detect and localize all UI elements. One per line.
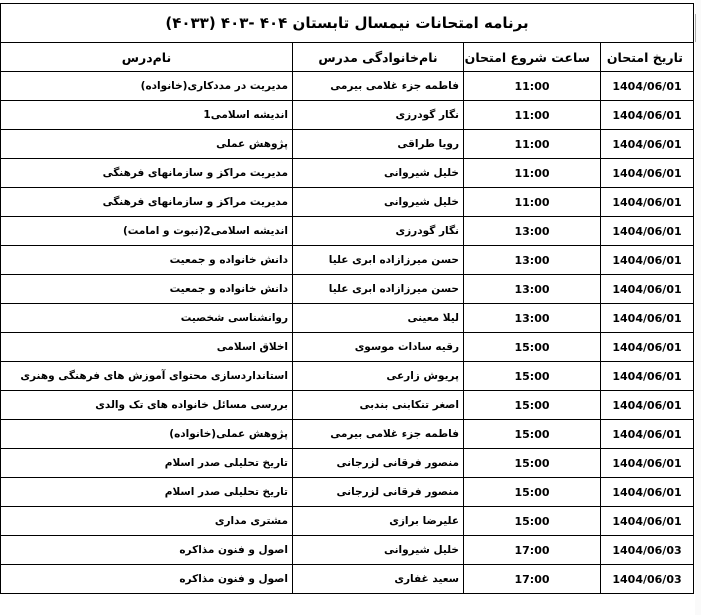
cell-time: 15:00 — [464, 333, 601, 362]
table-row — [0, 565, 693, 594]
exam-schedule-table — [0, 3, 694, 594]
table-row — [0, 507, 693, 536]
cell-time: 13:00 — [464, 217, 601, 246]
cell-date: 1404/06/01 — [601, 391, 694, 420]
table-row — [0, 130, 693, 159]
cell-date: 1404/06/01 — [601, 72, 694, 101]
table-row — [0, 159, 693, 188]
cell-course: اصول و فنون مذاکره — [0, 536, 292, 565]
cell-date: 1404/06/01 — [601, 362, 694, 391]
cell-course: مدیریت مراکز و سازمانهای فرهنگی — [0, 159, 292, 188]
edge-divider — [695, 14, 696, 42]
cell-time: 11:00 — [464, 72, 601, 101]
cell-course: پژوهش عملی(خانواده) — [0, 420, 292, 449]
cell-teacher: لیلا معینی — [293, 304, 464, 333]
cell-time: 15:00 — [464, 449, 601, 478]
cell-date: 1404/06/01 — [601, 333, 694, 362]
cell-teacher: نگار گودرزی — [293, 101, 464, 130]
table-row — [0, 362, 693, 391]
table-row — [0, 420, 693, 449]
cell-course: اصول و فنون مذاکره — [0, 565, 292, 594]
cell-date: 1404/06/01 — [601, 101, 694, 130]
cell-time: 15:00 — [464, 362, 601, 391]
cell-teacher: رویا طراقی — [293, 130, 464, 159]
cell-course: تاریخ تحلیلی صدر اسلام — [0, 449, 292, 478]
cell-course: اخلاق اسلامی — [0, 333, 292, 362]
cell-course: دانش خانواده و جمعیت — [0, 246, 292, 275]
table-row — [0, 72, 693, 101]
cell-date: 1404/06/01 — [601, 159, 694, 188]
table-row — [0, 246, 693, 275]
cell-teacher: نگار گودرزی — [293, 217, 464, 246]
cell-course: مدیریت مراکز و سازمانهای فرهنگی — [0, 188, 292, 217]
cell-time: 15:00 — [464, 420, 601, 449]
table-row — [0, 391, 693, 420]
table-row — [0, 478, 693, 507]
cell-time: 15:00 — [464, 478, 601, 507]
column-header-teacher: نام‌خانوادگی مدرس — [293, 43, 464, 72]
table-row — [0, 449, 693, 478]
cell-time: 11:00 — [464, 130, 601, 159]
cell-date: 1404/06/01 — [601, 246, 694, 275]
cell-course: تاریخ تحلیلی صدر اسلام — [0, 478, 292, 507]
cell-date: 1404/06/03 — [601, 565, 694, 594]
table-row — [0, 536, 693, 565]
page-title: برنامه امتحانات نیمسال تابستان ۴۰۴ -۴۰۳ (۴۰۳۳) — [0, 4, 693, 43]
cell-teacher: فاطمه جزء غلامی بیرمی — [293, 72, 464, 101]
table-row — [0, 101, 693, 130]
cell-date: 1404/06/01 — [601, 275, 694, 304]
cell-course: دانش خانواده و جمعیت — [0, 275, 292, 304]
cell-date: 1404/06/01 — [601, 420, 694, 449]
cell-time: 11:00 — [464, 101, 601, 130]
cell-course: اندیشه اسلامی2(نبوت و امامت) — [0, 217, 292, 246]
cell-date: 1404/06/01 — [601, 449, 694, 478]
cell-teacher: فاطمه جزء غلامی بیرمی — [293, 420, 464, 449]
cell-time: 15:00 — [464, 507, 601, 536]
window-edge — [695, 0, 701, 615]
cell-teacher: حسن میرزازاده ابری علیا — [293, 246, 464, 275]
cell-time: 13:00 — [464, 246, 601, 275]
column-header-time: ساعت شروع امتحان — [464, 43, 601, 72]
table-row — [0, 217, 693, 246]
cell-date: 1404/06/01 — [601, 188, 694, 217]
cell-time: 11:00 — [464, 188, 601, 217]
cell-course: پژوهش عملی — [0, 130, 292, 159]
table-row — [0, 304, 693, 333]
cell-teacher: منصور فرقانی لزرجانی — [293, 478, 464, 507]
cell-time: 17:00 — [464, 565, 601, 594]
column-header-course: نام‌درس — [0, 43, 292, 72]
cell-time: 13:00 — [464, 275, 601, 304]
cell-time: 15:00 — [464, 391, 601, 420]
cell-course: روانشناسی شخصیت — [0, 304, 292, 333]
cell-course: بررسی مسائل خانواده های تک والدی — [0, 391, 292, 420]
cell-teacher: خلیل شیروانی — [293, 536, 464, 565]
cell-teacher: خلیل شیروانی — [293, 188, 464, 217]
cell-teacher: خلیل شیروانی — [293, 159, 464, 188]
cell-date: 1404/06/01 — [601, 478, 694, 507]
cell-time: 17:00 — [464, 536, 601, 565]
exam-schedule-sheet — [1, 3, 694, 594]
cell-time: 13:00 — [464, 304, 601, 333]
cell-date: 1404/06/01 — [601, 304, 694, 333]
header-row — [0, 43, 693, 72]
cell-teacher: سعید غفاری — [293, 565, 464, 594]
cell-date: 1404/06/03 — [601, 536, 694, 565]
column-header-date: تاریخ امتحان — [601, 43, 694, 72]
cell-date: 1404/06/01 — [601, 130, 694, 159]
cell-teacher: پریوش زارعی — [293, 362, 464, 391]
table-row — [0, 275, 693, 304]
cell-teacher: رقیه سادات موسوی — [293, 333, 464, 362]
cell-teacher: اصغر تنکابنی بندبی — [293, 391, 464, 420]
cell-course: استانداردسازی محتوای آموزش های فرهنگی وهنری — [0, 362, 292, 391]
cell-time: 11:00 — [464, 159, 601, 188]
cell-course: مدیریت در مددکاری(خانواده) — [0, 72, 292, 101]
title-row — [0, 4, 693, 43]
table-row — [0, 188, 693, 217]
table-body — [0, 72, 693, 594]
cell-course: اندیشه اسلامی1 — [0, 101, 292, 130]
cell-teacher: حسن میرزازاده ابری علیا — [293, 275, 464, 304]
cell-teacher: علیرضا برازی — [293, 507, 464, 536]
cell-teacher: منصور فرقانی لزرجانی — [293, 449, 464, 478]
cell-date: 1404/06/01 — [601, 507, 694, 536]
cell-date: 1404/06/01 — [601, 217, 694, 246]
cell-course: مشتری مداری — [0, 507, 292, 536]
table-row — [0, 333, 693, 362]
